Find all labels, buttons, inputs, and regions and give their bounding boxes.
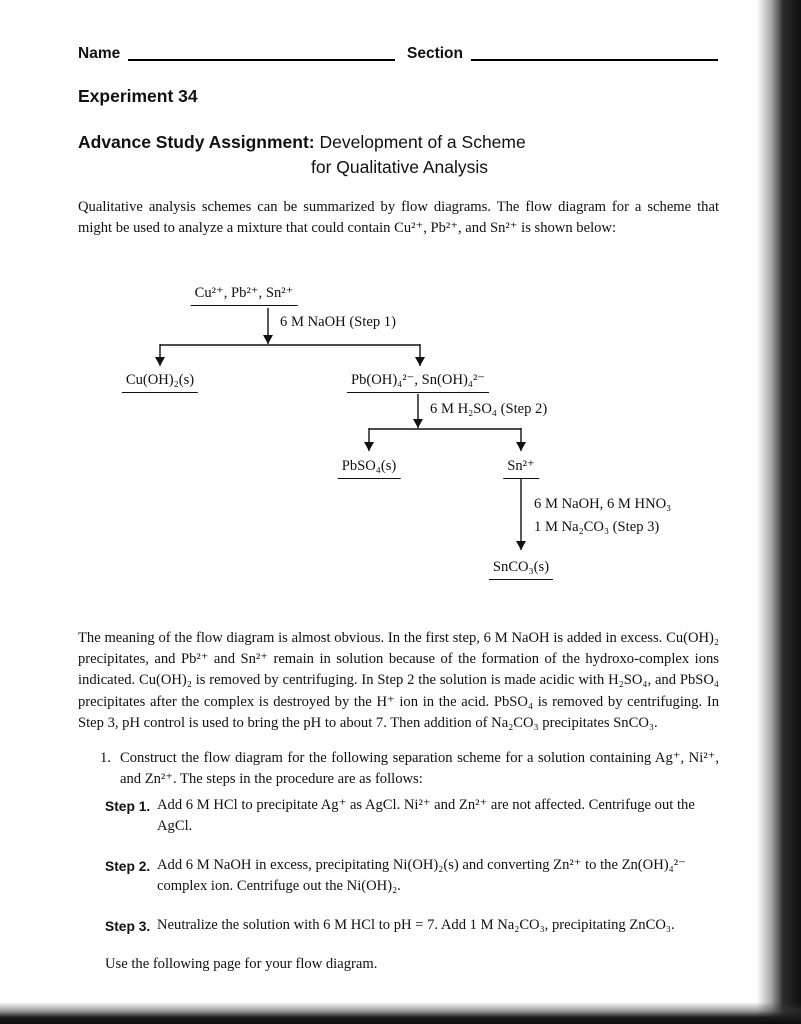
question-1-number: 1.	[100, 750, 111, 766]
intro-paragraph: Qualitative analysis schemes can be summarized by flow diagrams. The flow diagram for a scheme that might be used to analyze a mixture that could contain Cu²⁺, Pb²⁺, and Sn²⁺ is shown below:	[78, 199, 719, 237]
step-3-label: Step 3.	[105, 919, 151, 934]
name-section-header	[78, 45, 718, 63]
flow-diagram-lines	[78, 283, 718, 591]
assignment-heading	[78, 130, 526, 180]
diagram-precipitate2-label: PbSO₄(s)	[338, 458, 401, 479]
question-1-prompt: Construct the flow diagram for the following separation scheme for a solution containing Ag⁺, Ni²⁺, and Zn²⁺. The steps in the procedure are as follows:	[120, 750, 719, 788]
name-blank-line	[128, 47, 395, 61]
diagram-solution1-label: Pb(OH)₄²⁻, Sn(OH)₄²⁻	[347, 372, 489, 393]
diagram-root-mixture-label: Cu²⁺, Pb²⁺, Sn²⁺	[191, 285, 298, 306]
step-3-text: Neutralize the solution with 6 M HCl to pH = 7. Add 1 M Na₂CO₃, precipitating ZnCO₃.	[157, 917, 675, 933]
step-1-text: Add 6 M HCl to precipitate Ag⁺ as AgCl. Ni²⁺ and Zn²⁺ are not affected. Centrifuge out the AgCl.	[157, 797, 695, 835]
scan-edge-right	[757, 0, 801, 1024]
experiment-title: Experiment 34	[78, 86, 198, 106]
procedure-step-1	[105, 795, 718, 837]
section-label: Section	[407, 45, 463, 62]
step-1-label: Step 1.	[105, 799, 151, 814]
diagram-step3-reagent-line1: 6 M NaOH, 6 M HNO₃	[534, 496, 672, 512]
diagram-precipitate1-label: Cu(OH)₂(s)	[122, 372, 198, 393]
closing-note: Use the following page for your flow diagram.	[105, 956, 378, 972]
diagram-step3-reagent-line2: 1 M Na₂CO₃ (Step 3)	[534, 519, 660, 535]
step-2-label: Step 2.	[105, 859, 151, 874]
procedure-step-3	[105, 915, 718, 937]
diagram-step2-reagent-label: 6 M H₂SO₄ (Step 2)	[430, 401, 548, 417]
step-2-text: Add 6 M NaOH in excess, precipitating Ni(OH)₂(s) and converting Zn²⁺ to the Zn(OH)₄²⁻ complex ion. Centrifuge out the Ni(OH)₂.	[157, 857, 686, 895]
question-1	[78, 748, 719, 790]
assignment-title-line2: for Qualitative Analysis	[311, 157, 489, 177]
section-blank-line	[471, 47, 718, 61]
assignment-title-line1: Development of a Scheme	[319, 132, 526, 152]
flow-diagram	[78, 283, 718, 591]
diagram-solution2-label: Sn²⁺	[503, 458, 539, 479]
assignment-heading-line1	[78, 130, 526, 155]
explanation-paragraph: The meaning of the flow diagram is almost obvious. In the first step, 6 M NaOH is added in excess. Cu(OH)₂ precipitates, and Pb²⁺ and Sn²⁺ remain in solution because of the formation of the hydroxo-complex ions indicated. Cu(OH)₂ is removed by centrifuging. In Step 2 the solution is made acidic with H₂SO₄, and PbSO₄ precipitates after the complex is destroyed by the H⁺ ion in the acid. PbSO₄ is removed by centrifuging. In Step 3, pH control is used to bring the pH to about 7. Then addition of Na₂CO₃ precipitates SnCO₃.	[78, 630, 719, 731]
diagram-final-precipitate-label: SnCO₃(s)	[489, 559, 553, 580]
procedure-step-2	[105, 855, 718, 897]
scan-edge-bottom	[0, 1002, 801, 1024]
diagram-step1-reagent-label: 6 M NaOH (Step 1)	[280, 314, 396, 330]
name-label: Name	[78, 45, 121, 62]
assignment-label: Advance Study Assignment:	[78, 132, 315, 152]
